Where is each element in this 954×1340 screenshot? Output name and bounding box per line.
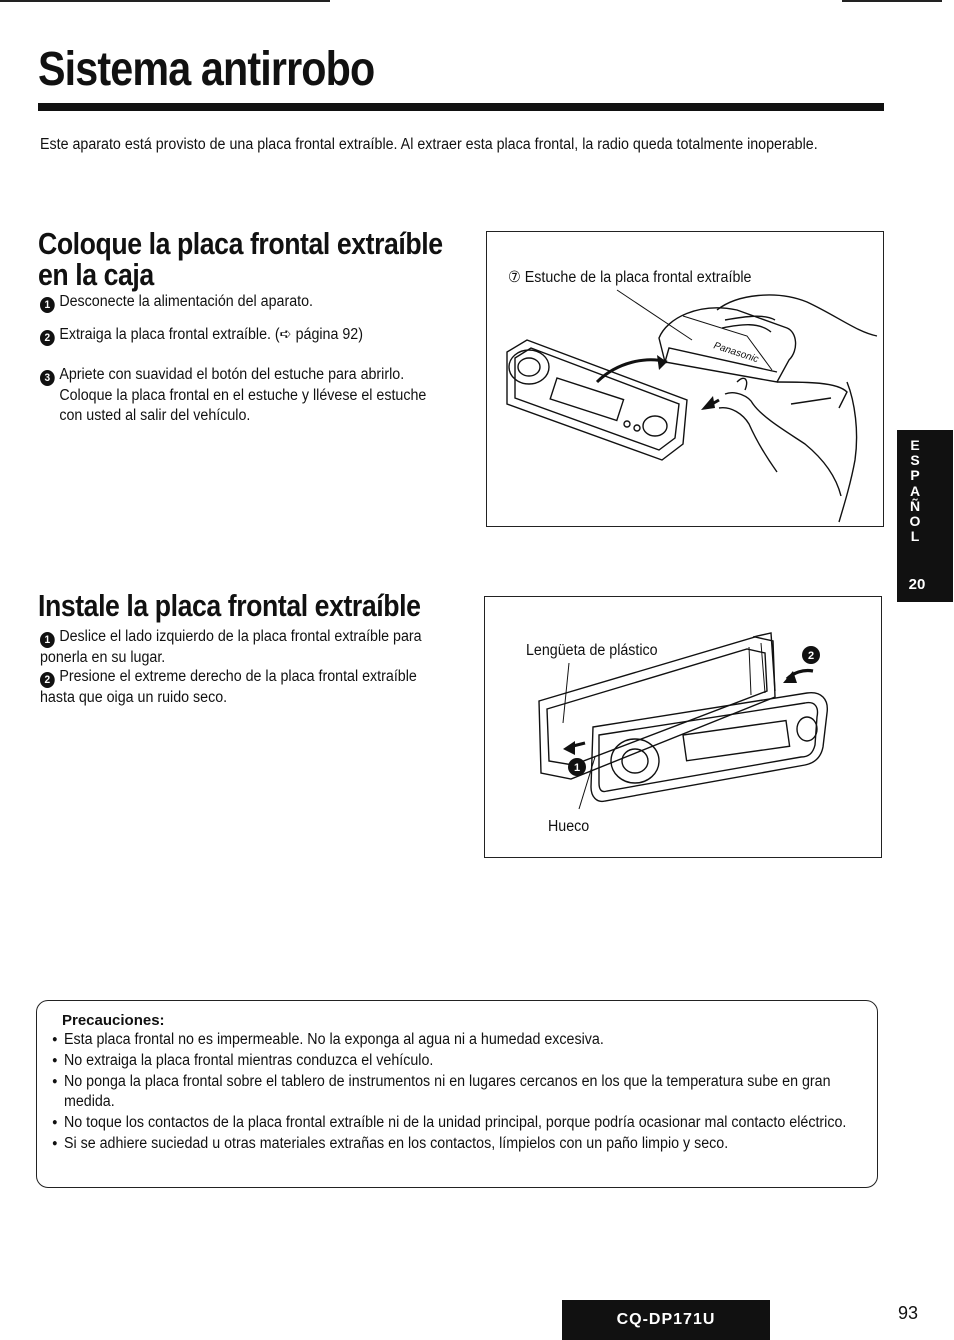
section1-step-3: [40, 365, 452, 426]
step-number-badge: 1: [40, 297, 55, 313]
step-text: Extraiga la placa frontal extraíble. (➪ página 92): [59, 326, 363, 343]
section2-step-2: [40, 667, 445, 708]
top-rule-left: [0, 0, 330, 2]
section2-heading: Instale la placa frontal extraíble: [38, 588, 421, 623]
section1-step-2: [40, 325, 445, 346]
tab-letter: S: [910, 452, 920, 469]
step-number-badge: 1: [40, 632, 55, 648]
step-text: Presione el extreme derecho de la placa frontal extraíble hasta que oiga un ruido seco.: [40, 668, 417, 706]
case-brand-text: Panasonic: [712, 340, 760, 366]
title-underline: [38, 103, 884, 111]
step-continuation: Coloque la placa frontal en el estuche y llévese el estuche con usted al salir del vehículo.: [59, 387, 427, 424]
tab-letter: P: [910, 467, 920, 484]
precaution-item: ● No ponga la placa frontal sobre el tablero de instrumentos ni en lugares cercanos en los que la temperatura sube en gran medida.: [52, 1072, 852, 1111]
figure-tab-label: Lengüeta de plástico: [526, 642, 658, 659]
page-number: 93: [898, 1303, 919, 1323]
section1-step-1: [40, 292, 445, 313]
tab-letter: Ñ: [909, 497, 921, 514]
model-number-badge: CQ-DP171U: [562, 1300, 770, 1340]
section1-heading-line1: Coloque la placa frontal extraíble: [38, 226, 443, 261]
top-rule-right: [842, 0, 942, 2]
section2-step-1: [40, 627, 445, 668]
precautions-list: [52, 1030, 852, 1155]
faceplate-case-illustration: [487, 232, 881, 524]
language-letters: [897, 438, 933, 544]
page-title: Sistema antirrobo: [38, 43, 375, 96]
tab-letter: A: [909, 482, 921, 499]
callout-1-text: 1: [573, 762, 581, 774]
precaution-item: ● Esta placa frontal no es impermeable. No la exponga al agua ni a humedad excesiva.: [52, 1030, 852, 1050]
tab-letter: L: [910, 528, 920, 545]
step-text: Deslice el lado izquierdo de la placa frontal extraíble para ponerla en su lugar.: [40, 628, 422, 666]
language-side-tab: [897, 430, 953, 602]
faceplate-install-illustration: [485, 597, 879, 855]
step-number-badge: 3: [40, 370, 55, 386]
step-text: Desconecte la alimentación del aparato.: [59, 293, 313, 310]
section-number: 20: [908, 576, 926, 593]
callout-2-text: 2: [807, 650, 815, 662]
step-number-badge: 2: [40, 672, 55, 688]
intro-paragraph: Este aparato está provisto de una placa frontal extraíble. Al extraer esta placa frontal, la radio queda totalmente inoperable.: [40, 136, 818, 153]
section1-heading-line2: en la caja: [38, 257, 154, 292]
callout-mark: ⑦: [508, 269, 521, 286]
step-number-badge: 2: [40, 330, 55, 346]
precaution-item: ● No extraiga la placa frontal mientras conduzca el vehículo.: [52, 1051, 852, 1071]
case-label-text: Estuche de la placa frontal extraíble: [524, 269, 752, 286]
tab-letter: O: [909, 513, 921, 530]
precaution-item: ● Si se adhiere suciedad u otras materiales extrañas en los contactos, límpielos con un paño limpio y seco.: [52, 1134, 852, 1154]
precautions-title: Precauciones:: [62, 1012, 165, 1029]
figure-hole-label: Hueco: [548, 818, 590, 835]
tab-letter: E: [910, 437, 920, 453]
precaution-item: ● No toque los contactos de la placa frontal extraíble ni de la unidad principal, porque podría ocasionar mal contacto eléctrico.: [52, 1113, 852, 1133]
step-text: Apriete con suavidad el botón del estuche para abrirlo.: [59, 366, 405, 383]
